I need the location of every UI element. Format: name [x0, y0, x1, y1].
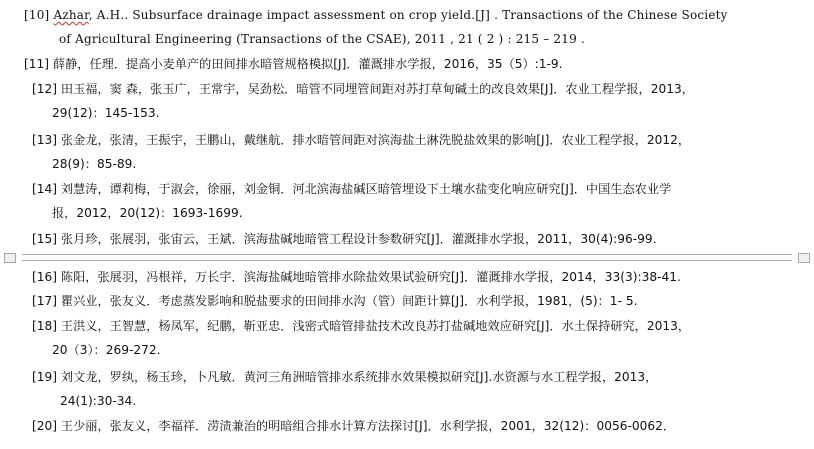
reference-line — [32, 389, 657, 413]
reference-number: [15] — [32, 232, 58, 246]
reference-line — [32, 77, 694, 101]
reference-line — [24, 27, 728, 51]
reference-line — [32, 414, 675, 438]
reference-text: 王少丽，张友义，李福祥．涝渍兼治的明暗组合排水计算方法探讨[J]．水利学报，2001，32(12)：0056-0062． — [60, 419, 676, 433]
page-break-marker-left — [4, 253, 16, 263]
reference-11 — [24, 52, 563, 76]
reference-text: 田玉福，窦 森，张玉广，王常宇，吴劲松．暗管不同埋管间距对苏打草甸碱土的改良效果[J]．农业工程学报，2013， — [60, 82, 694, 96]
reference-line — [32, 338, 690, 362]
reference-line — [32, 314, 690, 338]
reference-17 — [32, 289, 637, 313]
reference-text: 张月珍，张展羽，张宙云，王斌．滨海盐碱地暗管工程设计参数研究[J]．灌溉排水学报，2011，30(4):96-99. — [60, 232, 657, 246]
reference-number: [17] — [32, 294, 58, 308]
reference-text: 20（3）：269-272. — [52, 343, 161, 357]
reference-text: 刘文龙，罗纨，杨玉珍，卜凡敏．黄河三角洲暗管排水系统排水效果模拟研究[J].水资源与水工程学报，2013， — [60, 370, 658, 384]
reference-line — [32, 128, 690, 152]
reference-text: 陈阳，张展羽，冯根祥，万长宇．滨海盐碱地暗管排水除盐效果试验研究[J]．灌溉排水学报，2014，33(3):38-41. — [60, 270, 681, 284]
reference-text: 张金龙，张清，王振宇，王鹏山，戴继航．排水暗管间距对滨海盐土淋洗脱盐效果的影响[J]．农业工程学报，2012， — [60, 133, 691, 147]
page-break-rule — [22, 260, 792, 261]
reference-12 — [32, 77, 694, 125]
reference-number: [18] — [32, 319, 58, 333]
reference-text: 薛静，任理．提高小麦单产的田间排水暗管规格模拟[J]．灌溉排水学报，2016，35（5）:1-9. — [52, 57, 563, 71]
reference-15 — [32, 227, 657, 251]
reference-line — [32, 152, 690, 176]
reference-line — [32, 365, 657, 389]
reference-line — [32, 201, 671, 225]
reference-10 — [24, 3, 728, 51]
reference-number: [16] — [32, 270, 58, 284]
reference-14 — [32, 177, 671, 225]
reference-number: [13] — [32, 133, 58, 147]
reference-line — [32, 265, 681, 289]
reference-line — [24, 52, 563, 76]
reference-text: 24(1):30-34. — [60, 394, 137, 408]
reference-text: 瞿兴业，张友义．考虑蒸发影响和脱盐要求的田间排水沟（管）间距计算[J]．水利学报，1981，(5)：1- 5. — [60, 294, 638, 308]
reference-line — [32, 177, 671, 201]
reference-18 — [32, 314, 690, 362]
reference-text: , A.H.. Subsurface drainage impact assessment on crop yield.[J] . Transactions of the Chinese Society — [88, 8, 728, 22]
page-break-marker-right — [798, 253, 810, 263]
reference-line — [32, 101, 694, 125]
reference-16 — [32, 265, 681, 289]
reference-author-misspelled: Azhar — [53, 8, 89, 22]
reference-number: [12] — [32, 82, 58, 96]
reference-number: [11] — [24, 57, 50, 71]
reference-19 — [32, 365, 657, 413]
reference-text: of Agricultural Engineering (Transactions of the CSAE), 2011 , 21 ( 2 ) : 215 – 219 . — [59, 32, 585, 46]
reference-text: 刘慧涛，谭莉梅，于淑会，徐丽，刘金铜．河北滨海盐碱区暗管埋设下土壤水盐变化响应研究[J]．中国生态农业学 — [60, 182, 672, 196]
reference-text: 29(12)：145-153. — [52, 106, 160, 120]
reference-13 — [32, 128, 690, 176]
page-break-rule — [22, 254, 792, 255]
reference-text: 28(9)：85-89. — [52, 157, 137, 171]
reference-20 — [32, 414, 675, 438]
reference-number: [10] — [24, 8, 50, 22]
reference-number: [19] — [32, 370, 58, 384]
reference-text: 王洪义，王智慧，杨凤军，纪鹏，靳亚忠．浅密式暗管排盐技术改良苏打盐碱地效应研究[J]．水土保持研究，2013， — [60, 319, 691, 333]
reference-number: [20] — [32, 419, 58, 433]
page-break-separator — [0, 252, 814, 263]
reference-number: [14] — [32, 182, 58, 196]
reference-line — [32, 289, 637, 313]
reference-line — [32, 227, 657, 251]
reference-text: 报，2012，20(12)：1693-1699. — [52, 206, 243, 220]
reference-line — [24, 3, 728, 27]
